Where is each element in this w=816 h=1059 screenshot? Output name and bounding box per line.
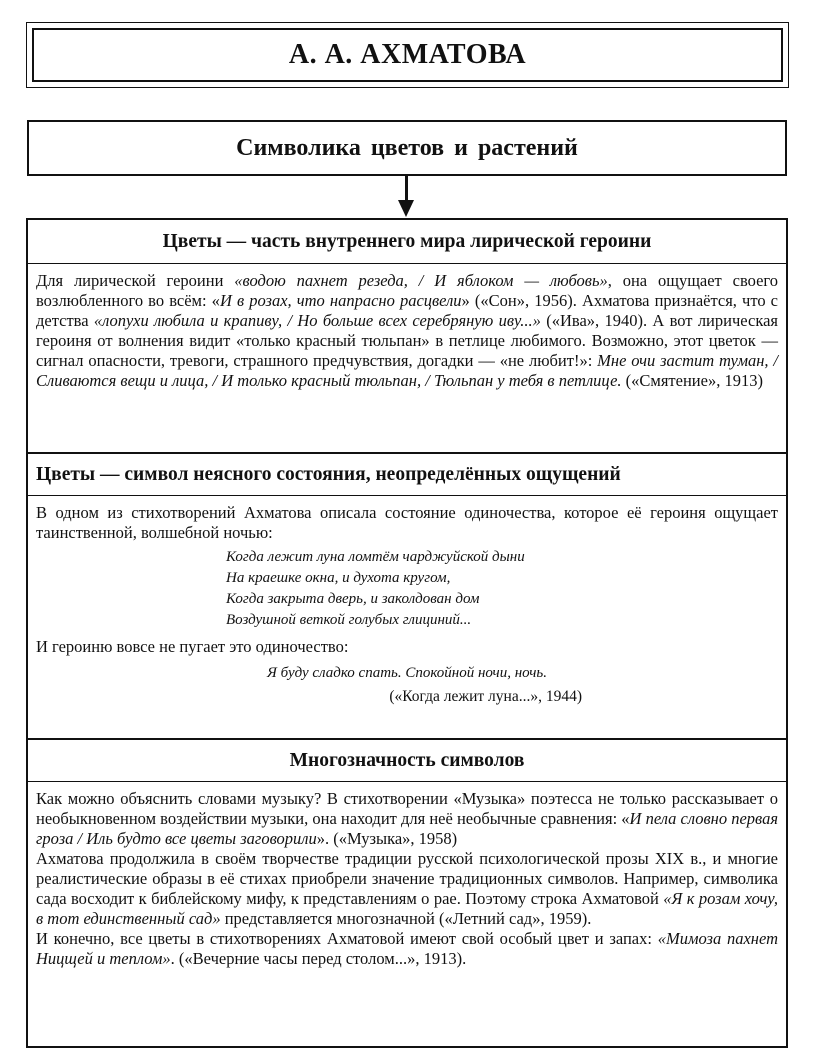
poem-line: На краешке окна, и духота кругом, (226, 570, 451, 586)
section1-text (28, 264, 786, 454)
section2-heading: Цветы — символ неясного состояния, неопределённых ощущений (28, 454, 786, 496)
poem-quote-line: Я буду сладко спать. Спокойной ночи, ночь. (267, 665, 547, 681)
arrow-head-icon (398, 200, 414, 217)
title-frame (26, 22, 789, 88)
content-table (26, 218, 788, 1048)
text-fragment: » («Сон», 1956). Ахматова признаётся, что с детства (36, 291, 779, 330)
paragraph (36, 849, 778, 929)
quote: «Мимоза пахнет Ницщей и теплом» (36, 929, 778, 968)
paragraph (36, 929, 778, 969)
text-fragment: . («Вечерние часы перед столом...», 1913). (170, 949, 467, 968)
text-fragment: представляется многозначной («Летний сад», 1959). (220, 909, 592, 928)
quote: «водою пахнет резеда, / И яблоком — любовь» (234, 271, 608, 290)
section2-intro: В одном из стихотворений Ахматова описала состояние одиночества, которое её героиня ощущает таинственной, волшебной ночью: (36, 503, 778, 542)
quote: Мне очи застит туман, / Сливаются вещи и лица, / И только красный тюльпан, / Тюльпан у тебя в петлице. (36, 351, 778, 390)
quote: И пела словно первая гроза / Иль будто все цветы заговорили (36, 809, 779, 848)
quote: И в розах, что напрасно расцвели (219, 291, 462, 310)
text-fragment: ». («Музыка», 1958) (316, 829, 458, 848)
section1-heading: Цветы — часть внутреннего мира лирической героини (28, 220, 786, 264)
text-fragment: , она ощущает своего возлюбленного во всём: « (36, 271, 778, 310)
quote: «Я к розам хочу, в тот единственный сад» (36, 889, 779, 928)
paragraph (36, 789, 778, 849)
poem-block (36, 547, 778, 631)
quote: «лопухи любила и крапиву, / Но больше всех серебряную иву...» (93, 311, 541, 330)
poem-line: Когда закрыта дверь, и заколдован дом (226, 591, 480, 607)
text-fragment: («Смятение», 1913) (621, 371, 763, 390)
poem-line: Воздушной веткой голубых глициний... (226, 612, 472, 628)
section3-text (28, 782, 786, 975)
poem-source: («Когда лежит луна...», 1944) (389, 688, 582, 705)
text-fragment: Для лирической героини (36, 271, 235, 290)
section2-mid: И героиню вовсе не пугает это одиночество: (36, 637, 349, 656)
text-fragment: Ахматова продолжила в своём творчестве традиции русской психологической прозы XIX в., и многие реалистические образы в её стихах приобрели значение традиционных символов. Например, символика сада восходит к библейскому мифу, к представлениям о рае. Поэтому строка Ахматовой (36, 849, 778, 908)
section3-heading: Многозначность символов (28, 740, 786, 782)
text-fragment: Как можно объяснить словами музыку? В стихотворении «Музыка» поэтесса не только рассказывает о необыкновенном воздействии музыки, она находит для неё необычные сравнения: « (36, 789, 778, 828)
topic-title: Символика цветов и растений (27, 120, 787, 176)
poem-line: Когда лежит луна ломтём чарджуйской дыни (226, 549, 525, 565)
page-title: А. А. АХМАТОВА (32, 28, 783, 82)
text-fragment: («Ива», 1940). А вот лирическая героиня от волнения видит «только красный тюльпан» в петлице любимого. Возможно, этот цветок — сигнал опасности, тревоги, страшного предчувствия, догадки — «не любит!»: (36, 311, 779, 370)
section2-text (28, 496, 786, 740)
text-fragment: И конечно, все цветы в стихотворениях Ахматовой имеют свой особый цвет и запах: (36, 929, 658, 948)
